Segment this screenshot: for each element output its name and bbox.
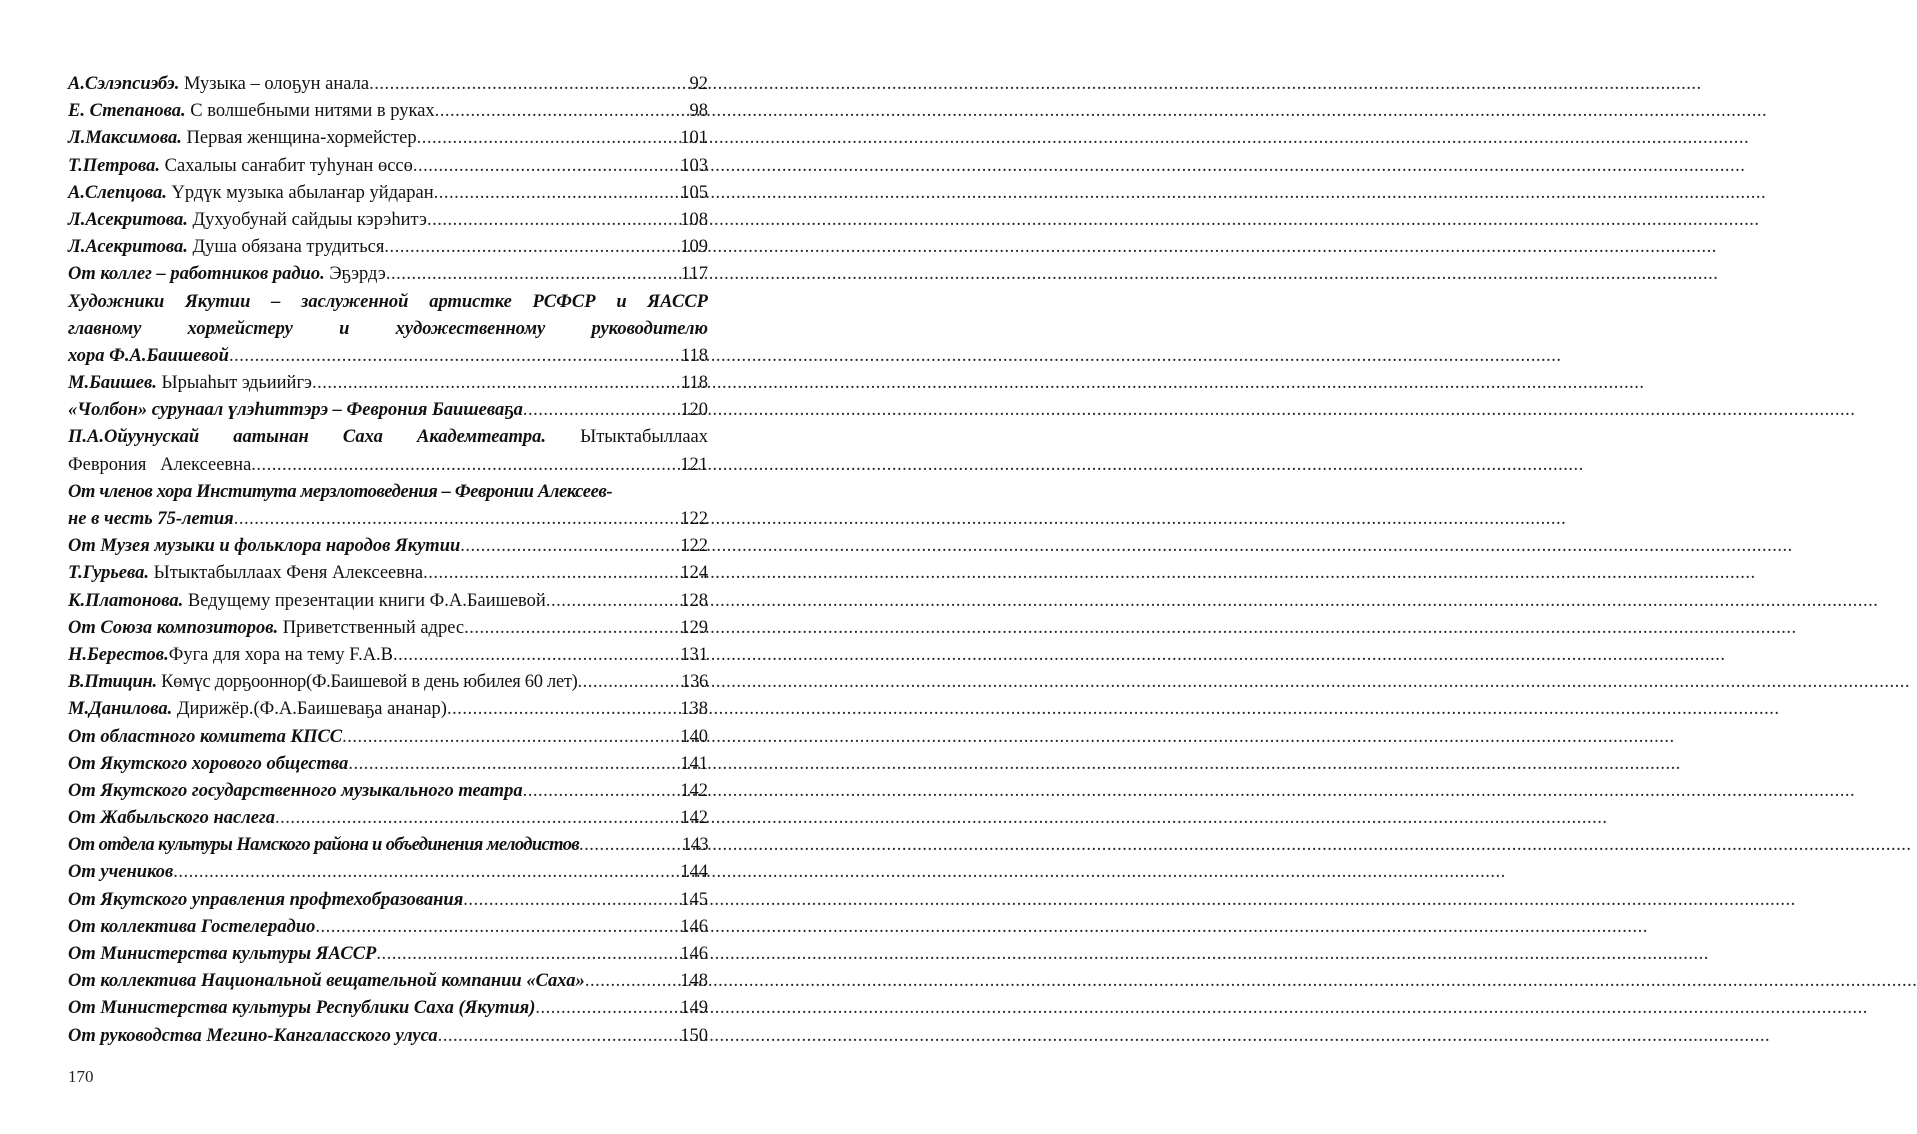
entry-page: 150: [680, 1025, 708, 1046]
entry-page: 146: [680, 916, 708, 937]
entry-author: Л.Асекритова.: [68, 237, 188, 258]
entry-title: Ытыктабыллаах Феня Алексеевна: [153, 563, 424, 584]
entry-word: и: [616, 291, 627, 312]
entry-author: Н.Берестов.: [68, 644, 169, 665]
toc-entry: [68, 887, 708, 914]
toc-entry: [68, 941, 708, 968]
dot-leader: [463, 887, 679, 914]
entry-title: Музыка – олоҕун анала: [183, 74, 370, 94]
dot-leader: [234, 506, 680, 533]
entry-title: Приветственный адрес: [282, 617, 465, 638]
entry-title: хора Ф.А.Баишевой: [68, 345, 229, 366]
entry-page: 146: [680, 944, 708, 964]
entry-title: Көмүс дорҕооннор(Ф.Баишевой в день юбилея 60 лет): [161, 672, 578, 693]
toc-entry: [68, 751, 708, 778]
entry-author: От Якутского управления профтехобразования: [68, 889, 464, 910]
toc-entry: [68, 1023, 708, 1050]
dot-leader: [535, 995, 679, 1022]
entry-line: [68, 479, 708, 506]
dot-leader: [464, 615, 679, 642]
entry-author: М.Данилова.: [68, 699, 173, 720]
entry-author: М.Баишев.: [68, 373, 157, 394]
entry-word: РСФСР: [532, 291, 596, 312]
entry-word: хормейстеру: [187, 318, 293, 339]
dot-leader: [342, 724, 679, 751]
toc-entry: [68, 261, 708, 288]
entry-title: Эҕэрдэ: [329, 264, 386, 285]
entry-page: 108: [680, 209, 708, 230]
toc-entry: [68, 615, 708, 642]
dot-leader: [386, 261, 680, 288]
entry-page: 117: [680, 264, 708, 285]
dot-leader: [275, 805, 679, 832]
entry-author: От Союза композиторов.: [68, 617, 279, 638]
entry-page: 101: [680, 128, 708, 149]
entry-author: А.Слепцова.: [68, 182, 167, 203]
entry-author: Л.Асекритова.: [68, 209, 188, 230]
entry-word: Саха: [342, 427, 383, 448]
page-number: 170: [68, 1067, 94, 1086]
toc-entry: [68, 995, 708, 1022]
entry-word: Художники: [68, 291, 165, 312]
dot-leader: [546, 588, 679, 615]
dot-leader: [348, 751, 679, 778]
entry-page: 103: [680, 155, 708, 176]
entry-line: [68, 343, 708, 370]
dot-leader: [438, 1023, 680, 1050]
entry-author: От Музея музыки и фольклора народов Якутии: [68, 536, 461, 557]
entry-page: 142: [680, 808, 708, 829]
dot-leader: [434, 180, 680, 207]
entry-word: заслуженной: [301, 291, 409, 312]
entry-line: [68, 506, 708, 533]
entry-line: [68, 424, 708, 451]
toc-entry: [68, 397, 708, 424]
entry-page: 131: [680, 644, 708, 665]
entry-title: Үрдүк музыка абылаҥар уйдаран: [171, 182, 434, 203]
entry-page: 122: [680, 509, 708, 529]
toc-entry: [68, 968, 708, 995]
entry-line: [68, 452, 708, 479]
entry-word: Академтеатра.: [417, 427, 546, 448]
toc-entry: [68, 234, 708, 261]
entry-page: 122: [680, 536, 708, 557]
entry-word: и: [339, 318, 350, 339]
entry-word: художественному: [395, 318, 546, 339]
entry-page: 118: [680, 373, 708, 394]
entry-author: От коллег – работников радио.: [68, 264, 325, 285]
toc-entry: [68, 778, 708, 805]
entry-title: Ведущему презентации книги Ф.А.Баишевой: [187, 590, 546, 611]
toc-entry-multiline: [68, 479, 708, 533]
toc-entry: [68, 832, 708, 859]
toc-entry: [68, 642, 708, 669]
entry-author: От Жабыльского наслега: [68, 808, 275, 829]
toc-entry: [68, 859, 708, 886]
entry-page: 109: [680, 237, 708, 258]
entry-author: От руководства Мегино-Кангаласского улуса: [68, 1025, 438, 1046]
entry-author: От Якутского хорового общества: [68, 753, 349, 774]
dot-leader: [251, 452, 679, 479]
entry-page: 136: [681, 672, 708, 693]
entry-title: Феврония Алексеевна: [68, 454, 252, 475]
dot-leader: [229, 343, 680, 370]
entry-author: От областного комитета КПСС: [68, 726, 343, 747]
toc-entry: [68, 125, 708, 152]
entry-title: Душа обязана трудиться: [192, 237, 385, 258]
entry-word: –: [271, 291, 281, 312]
entry-author: А.Сэлэпсиэбэ.: [68, 74, 180, 94]
entry-page: 129: [680, 617, 708, 638]
dot-leader: [413, 153, 679, 180]
table-of-contents: [68, 71, 708, 1050]
entry-word: руководителю: [591, 318, 708, 339]
dot-leader: [447, 696, 679, 723]
toc-entry-multiline: [68, 424, 708, 478]
entry-author: Т.Петрова.: [68, 155, 161, 176]
toc-group-3: [68, 533, 708, 1050]
entry-author: «Чолбон» сурунаал үлэһиттэрэ – Феврония Баишеваҕа: [68, 400, 523, 421]
entry-page: 140: [680, 726, 708, 747]
toc-entry: [68, 207, 708, 234]
entry-author: От учеников: [68, 862, 174, 883]
entry-page: 144: [680, 862, 708, 883]
dot-leader: [579, 832, 681, 859]
entry-title: От членов хора Института мерзлотоведения – Февронии Алексеев-: [68, 481, 613, 502]
entry-title: С волшебными нитями в руках: [190, 101, 435, 122]
entry-author: Л.Максимова.: [68, 128, 182, 149]
toc-entry: [68, 71, 708, 98]
entry-page: 105: [680, 182, 708, 203]
entry-line: [68, 289, 708, 316]
toc-entry: [68, 805, 708, 832]
entry-page: 148: [680, 971, 708, 992]
entry-word: аатынан: [233, 427, 309, 448]
dot-leader: [384, 234, 679, 261]
entry-word: ЯАССР: [647, 291, 708, 312]
entry-word: главному: [68, 318, 142, 339]
toc-entry: [68, 180, 708, 207]
entry-author: Е. Степанова.: [68, 101, 186, 122]
entry-page: 118: [680, 345, 708, 366]
dot-leader: [173, 859, 679, 886]
entry-line: [68, 316, 708, 343]
entry-author: От коллектива Национальной вещательной компании «Саха»: [68, 971, 585, 992]
entry-title: Ырыаһыт эдьиийгэ: [161, 373, 312, 394]
toc-entry: [68, 588, 708, 615]
entry-author: В.Птицин.: [68, 672, 157, 693]
toc-entry: [68, 696, 708, 723]
dot-leader: [315, 914, 679, 941]
entry-page: 145: [680, 889, 708, 910]
entry-author: Т.Гурьева.: [68, 563, 150, 584]
entry-page: 142: [680, 780, 708, 801]
toc-entry: [68, 370, 708, 397]
dot-leader: [312, 370, 680, 397]
toc-entry: [68, 153, 708, 180]
toc-entry: [68, 669, 708, 696]
entry-title: Дирижёр.(Ф.А.Баишеваҕа ананар): [176, 699, 447, 720]
entry-author: От отдела культуры Намского района и объединения мелодистов: [68, 835, 580, 856]
entry-title: не в честь 75-летия: [68, 509, 234, 529]
dot-leader: [578, 669, 681, 696]
entry-author: К.Платонова.: [68, 590, 184, 611]
dot-leader: [417, 125, 680, 152]
dot-leader: [393, 642, 679, 669]
entry-author: От Якутского государственного музыкального театра: [68, 780, 523, 801]
entry-page: 92: [689, 74, 708, 94]
dot-leader: [423, 560, 679, 587]
dot-leader: [376, 941, 679, 968]
toc-entry: [68, 914, 708, 941]
entry-page: 141: [680, 753, 708, 774]
entry-author: От Министерства культуры ЯАССР: [68, 944, 377, 964]
toc-entry: [68, 533, 708, 560]
dot-leader: [369, 71, 688, 98]
dot-leader: [523, 778, 680, 805]
entry-word: артистке: [429, 291, 512, 312]
entry-page: 128: [680, 590, 708, 611]
entry-word: Якутии: [185, 291, 251, 312]
entry-author: От коллектива Гостелерадио: [68, 916, 316, 937]
entry-title: Духуобунай сайдыы кэрэһитэ: [192, 209, 427, 230]
entry-title: Первая женщина-хормейстер: [186, 128, 417, 149]
dot-leader: [523, 397, 679, 424]
toc-entry: [68, 98, 708, 125]
entry-page: 121: [680, 454, 708, 475]
dot-leader: [435, 98, 689, 125]
toc-entry: [68, 560, 708, 587]
dot-leader: [460, 533, 679, 560]
toc-group-1: [68, 71, 708, 289]
entry-word: П.А.Ойуунускай: [68, 427, 200, 448]
entry-page: 98: [689, 101, 708, 122]
entry-page: 120: [680, 400, 708, 421]
entry-page: 124: [680, 563, 708, 584]
entry-word: Ытыктабыллаах: [580, 427, 708, 448]
toc-entry-multiline: [68, 289, 708, 371]
entry-page: 149: [680, 998, 708, 1019]
entry-title: Сахалыы саҥабит туһунан өссө: [164, 155, 413, 176]
entry-author: От Министерства культуры Республики Саха (Якутия): [68, 998, 536, 1019]
entry-page: 138: [680, 699, 708, 720]
entry-title: Фуга для хора на тему F.A.B: [168, 644, 394, 665]
entry-page: 143: [682, 835, 708, 856]
dot-leader: [427, 207, 679, 234]
dot-leader: [585, 968, 679, 995]
toc-entry: [68, 724, 708, 751]
